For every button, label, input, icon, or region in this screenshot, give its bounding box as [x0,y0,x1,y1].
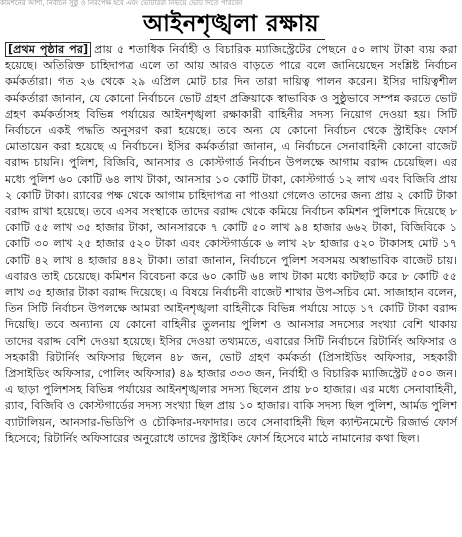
article-body [5,42,457,536]
cut-off-previous-line: কমিশনের আশা, নির্বাচন সুষ্ঠু ও নিরপেক্ষ হবে এবং ভোটাররা নির্ভয়ে ভোট দিতে পারবেন [0,0,243,7]
article-text: প্রায় ৫ শতাধিক নির্বাহী ও বিচারিক ম্যাজিস্ট্রেটের পেছনে ৫০ লাখ টাকা ব্যয় করা হয়েছে। অতিরিক্ত চাহিদাপত্র এলে তা আয় আরও বাড়তে পারে বলে জানিয়েছেন সংশ্লিষ্ট নির্বাচন কর্মকর্তারা। গত ২৬ থেকে ২৯ এপ্রিল মোট চার দিন তারা দায়িত্ব পালন করেন। ইসির দায়িত্বশীল কর্মকর্তারা জানান, যে কোনো নির্বাচনে ভোট গ্রহণ প্রক্রিয়াকে স্বাভাবিক ও সুষ্ঠুভাবে সম্পন্ন করতে ভোট গ্রহণ কর্মকর্তাসহ বিভিন্ন পর্যায়ের আইনশৃঙ্খলা রক্ষাকারী বাহিনীর সদস্য নিয়োগ দেওয়া হয়। সিটি নির্বাচনে একই পদ্ধতি অনুসরণ করা হয়েছে। তবে অন্য যে কোনো নির্বাচন থেকে স্ট্রাইকিং ফোর্স মোতায়েন করা হয়েছে এ নির্বাচনে। ইসির কর্মকর্তারা জানান, এ নির্বাচনে সেনাবাহিনী কোনো বাজেট বরাদ্দ চায়নি। পুলিশ, বিজিবি, আনসার ও কোস্টগার্ড নির্বাচন উপলক্ষে আগাম বরাদ্দ চেয়েছিল। এর মধ্যে পুলিশ ৬০ কোটি ৬৪ লাখ টাকা, আনসার ১০ কোটি টাকা, কোস্টগার্ড ১২ লাখ এবং বিজিবি প্রায় ২ কোটি টাকা। র‍্যাবের পক্ষ থেকে আগাম চাহিদাপত্র না পাওয়া গেলেও তাদের জন্য প্রায় ২ কোটি টাকা বরাদ্দ রাখা হয়েছে। তবে এসব সংস্থাকে তাদের বরাদ্দ থেকে কমিয়ে নির্বাচন কমিশন পুলিশকে দিয়েছে ৮ কোটি ৫৫ লাখ ৩৫ হাজার টাকা, আনসারকে ৭ কোটি ৫০ লাখ ৯৪ হাজার ৬৬২ টাকা, বিজিবিকে ১ কোটি ৩০ লাখ ২৫ হাজার ৫২০ টাকা এবং কোস্টগার্ডকে ৬ লাখ ২৮ হাজার ৫২০ টাকাসহ মোট ১৭ কোটি ৪২ লাখ ৪ হাজার ৪৪২ টাকা। তারা জানান, নির্বাচনে পুলিশ সবসময় অস্বাভাবিক বাজেট চায়। এবারও তাই চেয়েছে। কমিশন বিবেচনা করে ৬০ কোটি ৬৪ লাখ টাকা মধ্যে কাটছাট করে ৮ কোটি ৫৫ লাখ ৩৫ হাজার টাকা বরাদ্দ দিয়েছে। এ বিষয়ে নির্বাচনী বাজেট শাখার উপ-সচিব মো. সাজাহান বলেন, তিন সিটি নির্বাচন উপলক্ষে আমরা আইনশৃঙ্খলা বাহিনীকে বিভিন্ন পর্যায়ে সাড়ে ১৭ কোটি টাকা বরাদ্দ দিয়েছি। তবে অন্যান্য যে কোনো বাহিনীর তুলনায় পুলিশ ও আনসার সদস্যের সংখ্যা বেশি থাকায় তাদের বরাদ্দ বেশি দেওয়া হয়েছে। ইসির দেওয়া তথ্যমতে, এবারের সিটি নির্বাচনে রিটার্নিং অফিসার ও সহকারী রিটার্নিং অফিসার ছিলেন ৪৮ জন, ভোট গ্রহণ কর্মকর্তা (প্রিসাইডিং অফিসার, সহকারী প্রিসাইডিং অফিসার, পোলিং অফিসার) ৪৯ হাজার ৩৩৩ জন, নির্বাহী ও বিচারিক ম্যাজিস্ট্রেট ৫০০ জন। এ ছাড়া পুলিশসহ বিভিন্ন পর্যায়ের আইনশৃঙ্খলার সদস্য ছিলেন প্রায় ৮০ হাজার। এর মধ্যে সেনাবাহিনী, র‍্যাব, বিজিবি ও কোস্টগার্ডের সদস্য সংখ্যা ছিল প্রায় ১০ হাজার। বাকি সদস্য ছিল পুলিশ, আর্মড পুলিশ ব্যাটালিয়ন, আনসার-ভিডিপি ও চৌকিদার-দফাদার। তবে সেনাবাহিনী ছিল ক্যান্টনমেন্টে রিজার্ভ ফোর্স হিসেবে; রিটার্নিং অফিসারের অনুরোধে তাদের স্ট্রাইকিং ফোর্স হিসেবে মাঠে নামানোর কথা ছিল। [5,43,457,445]
article-headline: আইনশৃঙ্খলা রক্ষায় [142,10,320,37]
continuation-tag: [প্রথম পৃষ্ঠার পর] [5,42,91,57]
headline-underline [150,39,325,40]
